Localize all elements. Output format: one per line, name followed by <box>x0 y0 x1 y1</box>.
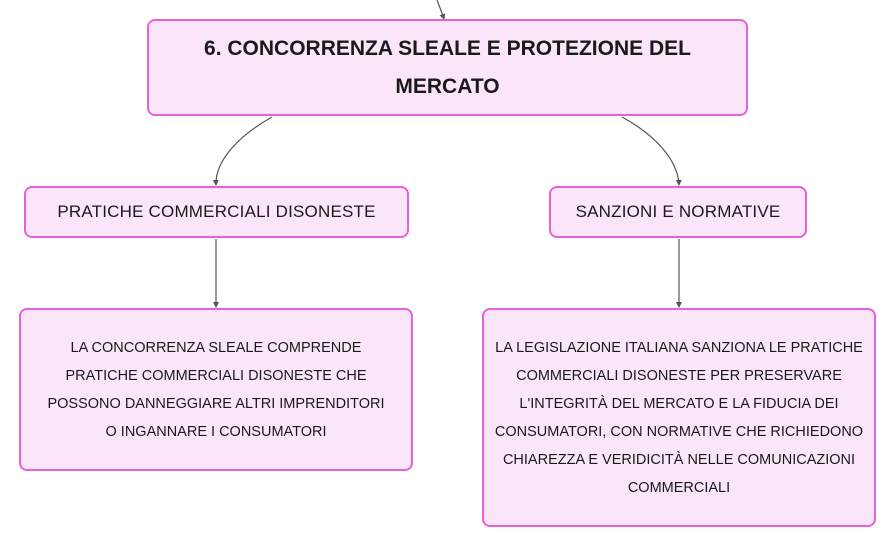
topic-node-label: PRATICHE COMMERCIALI DISONESTE <box>57 202 376 221</box>
detail-node-pratiche-commerciali[interactable] <box>19 308 413 471</box>
topic-node-pratiche-commerciali[interactable] <box>24 186 409 238</box>
root-node-title: 6. CONCORRENZA SLEALE E PROTEZIONE DEL MERCATO <box>204 36 691 98</box>
root-node[interactable] <box>147 19 748 116</box>
topic-node-label: SANZIONI E NORMATIVE <box>575 202 781 221</box>
detail-node-text: LA CONCORRENZA SLEALE COMPRENDE PRATICHE COMMERCIALI DISONESTE CHE POSSONO DANNEGGIARE ALTRI IMPRENDITORI O INGANNARE I CONSUMATORI <box>47 339 385 440</box>
connector-root-to-topic-left <box>216 117 272 185</box>
connector-incoming <box>437 0 444 19</box>
connector-root-to-topic-right <box>622 117 679 185</box>
detail-node-text: LA LEGISLAZIONE ITALIANA SANZIONA LE PRATICHE COMMERCIALI DISONESTE PER PRESERVARE L'INTEGRITÀ DEL MERCATO E LA FIDUCIA DEI CONSUMATORI, CON NORMATIVE CHE RICHIEDONO CHIAREZZA E VERIDICITÀ NELLE COMUNICAZIONI COMMERCIALI <box>494 339 864 496</box>
detail-node-sanzioni-normative[interactable] <box>482 308 876 527</box>
topic-node-sanzioni-normative[interactable] <box>549 186 807 238</box>
